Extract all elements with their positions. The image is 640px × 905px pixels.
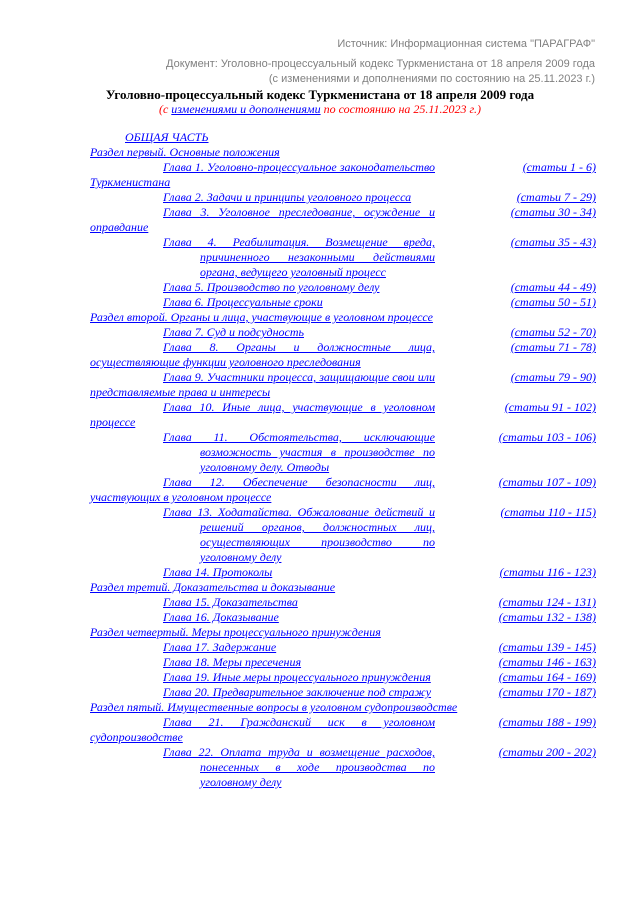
toc-chapter-row <box>90 205 596 235</box>
articles-link[interactable]: (статьи 132 - 138) <box>498 610 596 624</box>
chapter-title-cell <box>90 505 435 565</box>
subtitle-rest: по состоянию на 25.11.2023 г.) <box>320 102 482 116</box>
toc-section <box>90 625 596 640</box>
chapter-link[interactable]: Глава 16. Доказывание <box>163 610 279 624</box>
chapter-title-cell <box>90 745 435 790</box>
document-note: Документ: Уголовно-процессуальный кодекс Туркменистана от 18 апреля 2009 года (с изменениями и дополнениями по состоянию на 25.11.2023 г.) <box>166 58 595 85</box>
chapter-link[interactable]: Глава 14. Протоколы <box>163 565 273 579</box>
toc-section <box>90 580 596 595</box>
toc-chapter-row <box>90 595 596 610</box>
source-note: Источник: Информационная система "ПАРАГРАФ" <box>337 38 595 50</box>
articles-link[interactable]: (статьи 103 - 106) <box>498 430 596 444</box>
toc-section <box>90 700 596 715</box>
articles-cell <box>435 655 596 670</box>
chapter-link[interactable]: Глава 10. Иные лица, участвующие в уголовном процессе <box>90 400 435 429</box>
subtitle-open: (с <box>158 102 172 116</box>
articles-cell <box>435 400 596 430</box>
toc-chapter-row <box>90 745 596 790</box>
articles-cell <box>435 370 596 400</box>
chapter-link[interactable]: Глава 9. Участники процесса, защищающие свои или представляемые права и интересы <box>90 370 435 399</box>
articles-cell <box>435 640 596 655</box>
chapter-title-cell <box>90 235 435 280</box>
articles-cell <box>435 595 596 610</box>
section-link[interactable]: Раздел первый. Основные положения <box>90 145 280 159</box>
chapter-title-cell <box>90 430 435 475</box>
chapter-title-cell <box>90 340 435 370</box>
chapter-title-cell <box>90 670 435 685</box>
toc-chapter-row <box>90 610 596 625</box>
toc-chapter-row <box>90 505 596 565</box>
toc-chapter-row <box>90 400 596 430</box>
articles-cell <box>435 205 596 235</box>
amendments-link[interactable]: изменениями и дополнениями <box>171 102 321 116</box>
articles-link[interactable]: (статьи 50 - 51) <box>510 295 596 309</box>
chapter-title-cell <box>90 475 435 505</box>
chapter-title-cell <box>90 205 435 235</box>
toc-chapter-row <box>90 280 596 295</box>
articles-link[interactable]: (статьи 200 - 202) <box>498 745 596 759</box>
toc-chapter-row <box>90 655 596 670</box>
articles-link[interactable]: (статьи 79 - 90) <box>510 370 596 384</box>
articles-link[interactable]: (статьи 1 - 6) <box>522 160 596 174</box>
toc-chapter-row <box>90 190 596 205</box>
part-link[interactable]: ОБЩАЯ ЧАСТЬ <box>125 130 209 144</box>
chapter-link[interactable]: Глава 11. Обстоятельства, исключающие возможность участия в производстве по уголовному делу. Отводы <box>163 430 435 474</box>
chapter-title-cell <box>90 400 435 430</box>
chapter-link[interactable]: Глава 1. Уголовно-процессуальное законодательство Туркменистана <box>90 160 435 189</box>
toc-chapter-row <box>90 715 596 745</box>
articles-link[interactable]: (статьи 7 - 29) <box>516 190 596 204</box>
toc-chapter-row <box>90 430 596 475</box>
chapter-title-cell <box>90 280 435 295</box>
articles-cell <box>435 685 596 700</box>
chapter-link[interactable]: Глава 8. Органы и должностные лица, осуществляющие функции уголовного преследования <box>90 340 435 369</box>
articles-link[interactable]: (статьи 188 - 199) <box>498 715 596 729</box>
articles-cell <box>435 235 596 280</box>
articles-cell <box>435 475 596 505</box>
section-link[interactable]: Раздел второй. Органы и лица, участвующие в уголовном процессе <box>90 310 433 324</box>
chapter-title-cell <box>90 370 435 400</box>
articles-link[interactable]: (статьи 71 - 78) <box>510 340 596 354</box>
chapter-title-cell <box>90 565 435 580</box>
articles-cell <box>435 190 596 205</box>
chapter-title-cell <box>90 640 435 655</box>
chapter-link[interactable]: Глава 13. Ходатайства. Обжалование действий и решений органов, должностных лиц, осуществляющих производство по уголовному делу <box>163 505 435 564</box>
section-link[interactable]: Раздел четвертый. Меры процессуального принуждения <box>90 625 381 639</box>
chapter-title-cell <box>90 325 435 340</box>
toc-chapter-row <box>90 640 596 655</box>
articles-cell <box>435 325 596 340</box>
articles-link[interactable]: (статьи 164 - 169) <box>498 670 596 684</box>
articles-link[interactable]: (статьи 91 - 102) <box>504 400 596 414</box>
toc-chapter-row <box>90 295 596 310</box>
articles-link[interactable]: (статьи 116 - 123) <box>499 565 596 579</box>
articles-link[interactable]: (статьи 44 - 49) <box>510 280 596 294</box>
chapter-link[interactable]: Глава 21. Гражданский иск в уголовном судопроизводстве <box>90 715 435 744</box>
articles-cell <box>435 295 596 310</box>
articles-link[interactable]: (статьи 30 - 34) <box>510 205 596 219</box>
articles-link[interactable]: (статьи 139 - 145) <box>498 640 596 654</box>
document-subtitle <box>0 102 640 117</box>
chapter-link[interactable]: Глава 3. Уголовное преследование, осуждение и оправдание <box>90 205 435 234</box>
articles-cell <box>435 715 596 745</box>
articles-link[interactable]: (статьи 107 - 109) <box>498 475 596 489</box>
document-title: Уголовно-процессуальный кодекс Туркменистана от 18 апреля 2009 года <box>105 87 535 102</box>
chapter-title-cell <box>90 295 435 310</box>
chapter-title-cell <box>90 160 435 190</box>
chapter-link[interactable]: Глава 6. Процессуальные сроки <box>163 295 323 309</box>
articles-link[interactable]: (статьи 35 - 43) <box>510 235 596 249</box>
articles-cell <box>435 610 596 625</box>
toc-section <box>90 310 596 325</box>
articles-link[interactable]: (статьи 52 - 70) <box>510 325 596 339</box>
articles-cell <box>435 565 596 580</box>
articles-cell <box>435 340 596 370</box>
chapter-title-cell <box>90 655 435 670</box>
articles-cell <box>435 160 596 190</box>
section-link[interactable]: Раздел пятый. Имущественные вопросы в уголовном судопроизводстве <box>90 700 458 714</box>
articles-cell <box>435 280 596 295</box>
articles-link[interactable]: (статьи 170 - 187) <box>498 685 596 699</box>
articles-cell <box>435 430 596 475</box>
chapter-link[interactable]: Глава 5. Производство по уголовному делу <box>163 280 380 294</box>
articles-link[interactable]: (статьи 146 - 163) <box>498 655 596 669</box>
articles-link[interactable]: (статьи 124 - 131) <box>498 595 596 609</box>
toc-chapter-row <box>90 325 596 340</box>
articles-link[interactable]: (статьи 110 - 115) <box>500 505 596 519</box>
articles-cell <box>435 505 596 565</box>
toc-chapter-row <box>90 670 596 685</box>
chapter-link[interactable]: Глава 4. Реабилитация. Возмещение вреда, причиненного незаконными действиями органа, ведущего уголовный процесс <box>163 235 435 279</box>
articles-cell <box>435 745 596 790</box>
chapter-link[interactable]: Глава 7. Суд и подсудность <box>163 325 304 339</box>
toc-chapter-row <box>90 685 596 700</box>
articles-cell <box>435 670 596 685</box>
table-of-contents <box>90 130 596 790</box>
toc-chapter-row <box>90 160 596 190</box>
toc-chapter-row <box>90 340 596 370</box>
chapter-title-cell <box>90 715 435 745</box>
chapter-title-cell <box>90 595 435 610</box>
toc-section <box>90 145 596 160</box>
section-link[interactable]: Раздел третий. Доказательства и доказывание <box>90 580 336 594</box>
toc-chapter-row <box>90 475 596 505</box>
chapter-link[interactable]: Глава 18. Меры пресечения <box>163 655 302 669</box>
chapter-title-cell <box>90 610 435 625</box>
chapter-title-cell <box>90 685 435 700</box>
chapter-link[interactable]: Глава 22. Оплата труда и возмещение расходов, понесенных в ходе производства по уголовному делу <box>163 745 435 789</box>
chapter-link[interactable]: Глава 12. Обеспечение безопасности лиц, участвующих в уголовном процессе <box>90 475 435 504</box>
toc-chapter-row <box>90 235 596 280</box>
chapter-link[interactable]: Глава 20. Предварительное заключение под стражу <box>163 685 432 699</box>
chapter-title-cell <box>90 190 435 205</box>
chapter-link[interactable]: Глава 17. Задержание <box>163 640 277 654</box>
toc-chapter-row <box>90 370 596 400</box>
toc-chapter-row <box>90 565 596 580</box>
chapter-link[interactable]: Глава 15. Доказательства <box>163 595 298 609</box>
chapter-link[interactable]: Глава 2. Задачи и принципы уголовного процесса <box>163 190 412 204</box>
chapter-link[interactable]: Глава 19. Иные меры процессуального принуждения <box>163 670 431 684</box>
